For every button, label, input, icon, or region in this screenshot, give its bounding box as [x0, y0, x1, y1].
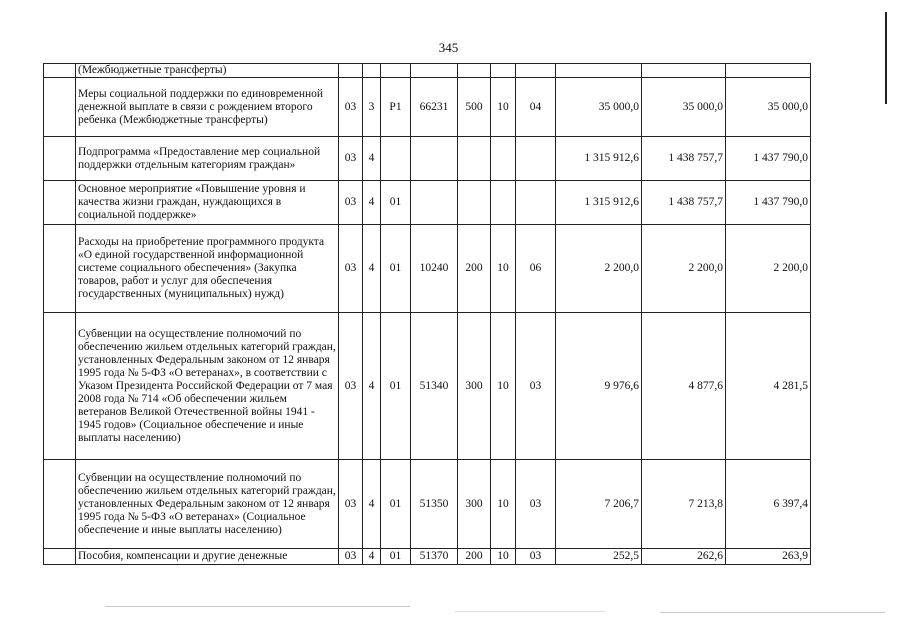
table-row [44, 137, 811, 181]
table-row [44, 64, 811, 78]
ministry-code-cell: 03 [339, 460, 363, 549]
amount-year-3-cell: 35 000,0 [726, 78, 811, 137]
target-code-cell [411, 137, 458, 181]
expense-name-cell: Пособия, компенсации и другие денежные [76, 549, 339, 565]
ministry-code-cell: 03 [339, 137, 363, 181]
target-code-cell: 10240 [411, 225, 458, 313]
expense-type-cell: 500 [458, 78, 491, 137]
subsection-code-cell [516, 64, 556, 78]
amount-year-2-cell: 1 438 757,7 [642, 137, 726, 181]
target-code-cell: 66231 [411, 78, 458, 137]
expense-name-cell: Основное мероприятие «Повышение уровня и качества жизни граждан, нуждающихся в социальной поддержке» [76, 181, 339, 225]
row-index-cell [44, 460, 76, 549]
section-code-cell: 10 [491, 460, 516, 549]
section-code-cell: 10 [491, 78, 516, 137]
expense-type-cell: 300 [458, 460, 491, 549]
amount-year-3-cell [726, 64, 811, 78]
program-code-cell: 4 [363, 549, 381, 565]
amount-year-1-cell: 2 200,0 [556, 225, 642, 313]
expense-type-cell [458, 64, 491, 78]
amount-year-3-cell: 2 200,0 [726, 225, 811, 313]
section-code-cell: 10 [491, 225, 516, 313]
expense-name-cell: Меры социальной поддержки по единовременной денежной выплате в связи с рождением второго ребенка (Межбюджетные трансферты) [76, 78, 339, 137]
table-body [44, 64, 811, 565]
table-row [44, 78, 811, 137]
table-row [44, 460, 811, 549]
expense-type-cell [458, 181, 491, 225]
subsection-code-cell [516, 181, 556, 225]
target-code-cell: 51340 [411, 313, 458, 460]
expense-name-cell: Субвенции на осуществление полномочий по обеспечению жильем отдельных категорий граждан, установленных Федеральным законом от 12 января 1995 года № 5-ФЗ «О ветеранах», в соответствии с Указом Президента Российской Федерации от 7 мая 2008 года № 714 «Об обеспечении жильем ветеранов Великой Отечественной войны 1941 - 1945 годов» (Социальное обеспечение и иные выплаты населению) [76, 313, 339, 460]
row-index-cell [44, 64, 76, 78]
row-index-cell [44, 549, 76, 565]
amount-year-3-cell: 6 397,4 [726, 460, 811, 549]
subsection-code-cell: 03 [516, 549, 556, 565]
amount-year-1-cell: 1 315 912,6 [556, 137, 642, 181]
table-row [44, 313, 811, 460]
program-code-cell: 4 [363, 225, 381, 313]
table-row [44, 181, 811, 225]
ministry-code-cell: 03 [339, 313, 363, 460]
subprogram-code-cell: 01 [381, 313, 411, 460]
expense-type-cell: 300 [458, 313, 491, 460]
row-index-cell [44, 181, 76, 225]
amount-year-1-cell [556, 64, 642, 78]
amount-year-2-cell: 2 200,0 [642, 225, 726, 313]
program-code-cell: 3 [363, 78, 381, 137]
section-code-cell: 10 [491, 313, 516, 460]
amount-year-2-cell [642, 64, 726, 78]
expense-type-cell: 200 [458, 225, 491, 313]
page-number: 345 [438, 40, 459, 55]
program-code-cell [363, 64, 381, 78]
table-row [44, 225, 811, 313]
amount-year-2-cell: 35 000,0 [642, 78, 726, 137]
scan-artifact [455, 611, 605, 612]
subsection-code-cell: 03 [516, 460, 556, 549]
target-code-cell: 51370 [411, 549, 458, 565]
amount-year-3-cell: 263,9 [726, 549, 811, 565]
expense-name-cell: Субвенции на осуществление полномочий по обеспечению жильем отдельных категорий граждан, установленных Федеральным законом от 12 января 1995 года № 5-ФЗ «О ветеранах» (Социальное обеспечение и иные выплаты населению) [76, 460, 339, 549]
expense-name-cell: Расходы на приобретение программного продукта «О единой государственной информационной системе социального обеспечения» (Закупка товаров, работ и услуг для обеспечения государственных (муниципальных) нужд) [76, 225, 339, 313]
subprogram-code-cell: 01 [381, 549, 411, 565]
amount-year-3-cell: 4 281,5 [726, 313, 811, 460]
expense-name-cell: (Межбюджетные трансферты) [76, 64, 339, 78]
subsection-code-cell [516, 137, 556, 181]
amount-year-1-cell: 252,5 [556, 549, 642, 565]
ministry-code-cell: 03 [339, 181, 363, 225]
program-code-cell: 4 [363, 313, 381, 460]
section-code-cell [491, 64, 516, 78]
amount-year-3-cell: 1 437 790,0 [726, 137, 811, 181]
amount-year-1-cell: 9 976,6 [556, 313, 642, 460]
subsection-code-cell: 03 [516, 313, 556, 460]
scan-artifact [105, 606, 410, 607]
amount-year-3-cell: 1 437 790,0 [726, 181, 811, 225]
subsection-code-cell: 04 [516, 78, 556, 137]
subprogram-code-cell: 01 [381, 181, 411, 225]
program-code-cell: 4 [363, 137, 381, 181]
subprogram-code-cell: P1 [381, 78, 411, 137]
subprogram-code-cell [381, 64, 411, 78]
section-code-cell: 10 [491, 549, 516, 565]
amount-year-2-cell: 4 877,6 [642, 313, 726, 460]
expense-type-cell: 200 [458, 549, 491, 565]
program-code-cell: 4 [363, 460, 381, 549]
target-code-cell [411, 181, 458, 225]
section-code-cell [491, 181, 516, 225]
amount-year-1-cell: 1 315 912,6 [556, 181, 642, 225]
amount-year-2-cell: 7 213,8 [642, 460, 726, 549]
subsection-code-cell: 06 [516, 225, 556, 313]
page-edge-mark [885, 12, 887, 104]
row-index-cell [44, 78, 76, 137]
amount-year-1-cell: 35 000,0 [556, 78, 642, 137]
section-code-cell [491, 137, 516, 181]
amount-year-2-cell: 1 438 757,7 [642, 181, 726, 225]
subprogram-code-cell: 01 [381, 460, 411, 549]
target-code-cell: 51350 [411, 460, 458, 549]
subprogram-code-cell [381, 137, 411, 181]
program-code-cell: 4 [363, 181, 381, 225]
row-index-cell [44, 225, 76, 313]
target-code-cell [411, 64, 458, 78]
table-row [44, 549, 811, 565]
expense-name-cell: Подпрограмма «Предоставление мер социальной поддержки отдельным категориям граждан» [76, 137, 339, 181]
ministry-code-cell [339, 64, 363, 78]
ministry-code-cell: 03 [339, 225, 363, 313]
row-index-cell [44, 313, 76, 460]
amount-year-1-cell: 7 206,7 [556, 460, 642, 549]
ministry-code-cell: 03 [339, 78, 363, 137]
amount-year-2-cell: 262,6 [642, 549, 726, 565]
ministry-code-cell: 03 [339, 549, 363, 565]
scan-artifact [660, 612, 885, 613]
expense-type-cell [458, 137, 491, 181]
budget-table [43, 63, 811, 565]
row-index-cell [44, 137, 76, 181]
subprogram-code-cell: 01 [381, 225, 411, 313]
